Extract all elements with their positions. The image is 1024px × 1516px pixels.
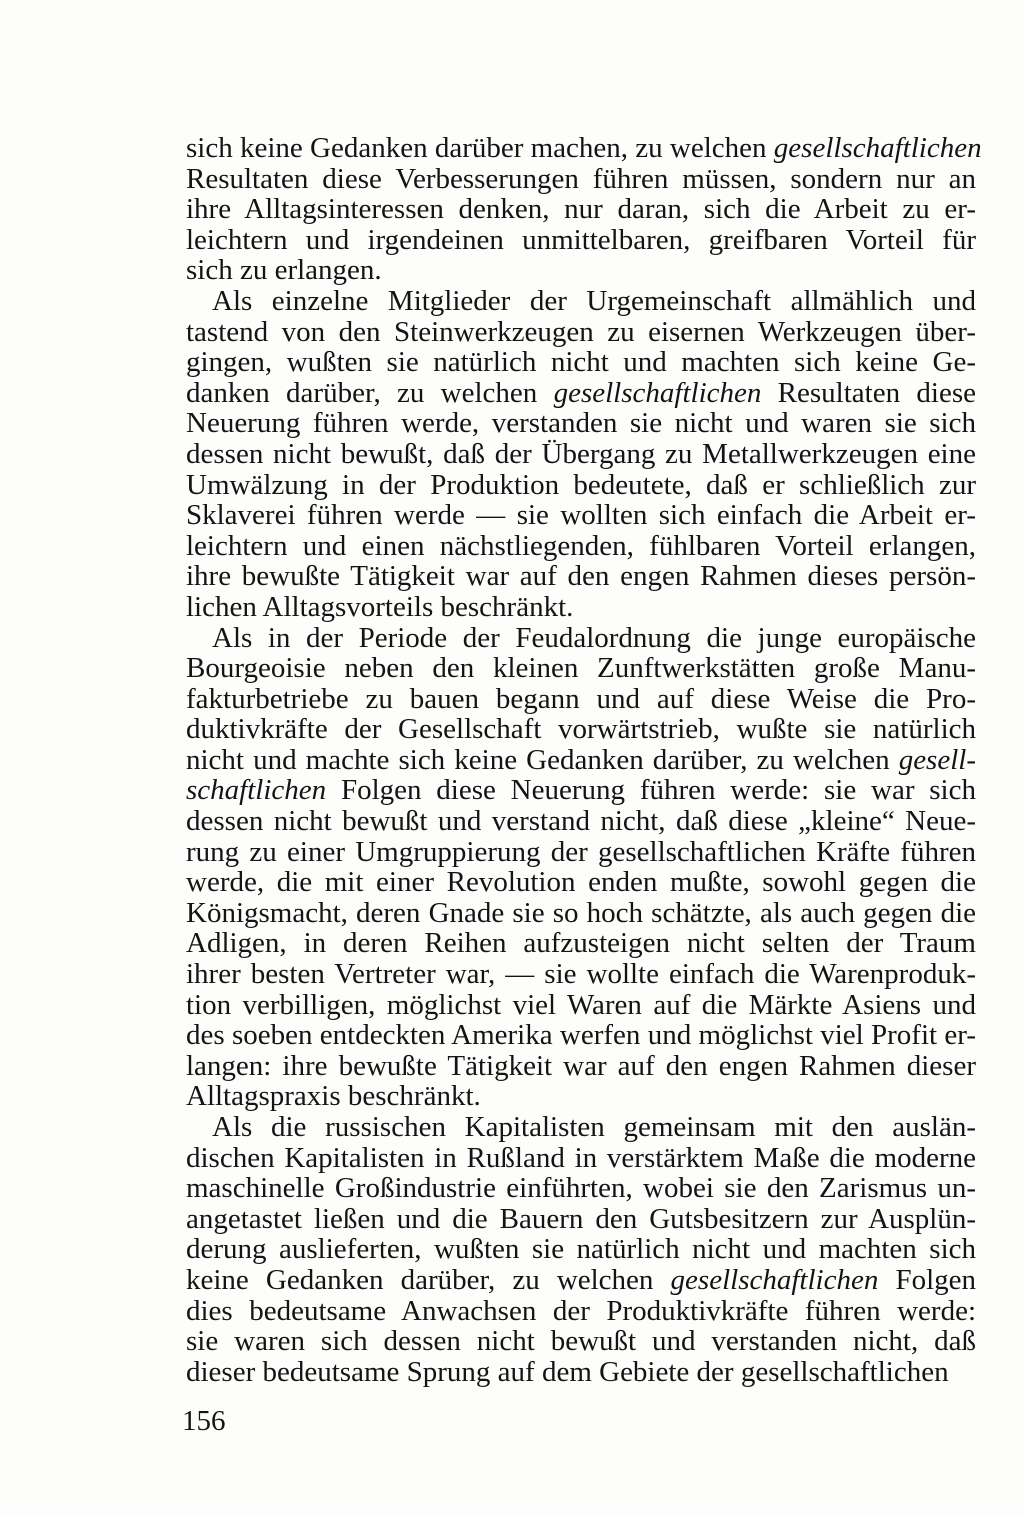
paragraph (186, 1112, 976, 1387)
text-line (186, 867, 976, 898)
line-text: Sklaverei führen werde — sie wollten sich einfach die Arbeit er- (186, 499, 976, 532)
text-line (186, 653, 976, 684)
line-text: lichen Alltagsvorteils beschränkt. (186, 590, 574, 623)
emphasized-word: gesell- (898, 743, 976, 776)
line-text: angetastet ließen und die Bauern den Gutsbesitzern zur Ausplün- (186, 1202, 976, 1235)
text-line (186, 745, 976, 776)
text-line (186, 378, 976, 409)
line-text: Als einzelne Mitglieder der Urgemeinschaft allmählich und (212, 284, 976, 317)
line-text: Folgen (878, 1263, 976, 1296)
text-line (186, 1357, 976, 1388)
line-text: Umwälzung in der Produktion bedeutete, daß er schließlich zur (186, 468, 976, 501)
text-line (186, 1020, 976, 1051)
line-text: Resultaten diese Verbesserungen führen müssen, sondern nur an (186, 162, 976, 195)
text-line (186, 347, 976, 378)
line-text: maschinelle Großindustrie einführten, wobei sie den Zarismus un- (186, 1172, 976, 1205)
line-text: tion verbilligen, möglichst viel Waren auf die Märkte Asiens und (186, 988, 976, 1021)
line-text: dischen Kapitalisten in Rußland in verstärktem Maße die moderne (186, 1141, 976, 1174)
text-line (186, 439, 976, 470)
text-line (186, 837, 976, 868)
text-line (186, 1265, 976, 1296)
line-text: Resultaten diese (761, 376, 976, 409)
text-line (186, 990, 976, 1021)
text-line (186, 1296, 976, 1327)
line-text: des soeben entdeckten Amerika werfen und möglichst viel Profit er- (186, 1019, 976, 1052)
text-line (186, 775, 976, 806)
text-line (186, 194, 976, 225)
text-line (186, 898, 976, 929)
line-text: gingen, wußten sie natürlich nicht und machten sich keine Ge- (186, 346, 976, 379)
line-text: Königsmacht, deren Gnade sie so hoch schätzte, als auch gegen die (186, 896, 976, 929)
text-line (186, 806, 976, 837)
text-line (186, 286, 976, 317)
body-text (186, 132, 982, 1388)
emphasized-word: gesellschaftlichen (553, 376, 762, 409)
text-line (186, 132, 982, 164)
text-line (186, 317, 976, 348)
line-text: dies bedeutsame Anwachsen der Produktivkräfte führen werde: (186, 1294, 976, 1327)
line-text: werde, die mit einer Revolution enden mußte, sowohl gegen die (186, 866, 976, 899)
line-text: Alltagspraxis beschränkt. (186, 1080, 481, 1113)
text-line (186, 470, 976, 501)
line-text: ihrer besten Vertreter war, — sie wollte einfach die Warenproduk- (186, 958, 976, 991)
line-text: nicht und machte sich keine Gedanken darüber, zu welchen (186, 743, 899, 776)
line-text: fakturbetriebe zu bauen begann und auf diese Weise die Pro- (186, 682, 976, 715)
paragraph (186, 623, 976, 1113)
line-text: duktivkräfte der Gesellschaft vorwärtstrieb, wußte sie natürlich (186, 713, 976, 746)
line-text: rung zu einer Umgruppierung der gesellschaftlichen Kräfte führen (186, 835, 976, 868)
text-line (186, 1112, 976, 1143)
line-text: derung auslieferten, wußten sie natürlich nicht und machten sich (186, 1233, 976, 1266)
line-text: ihre Alltagsinteressen denken, nur daran, sich die Arbeit zu er- (186, 193, 976, 226)
line-text: tastend von den Steinwerkzeugen zu eisernen Werkzeugen über- (186, 315, 976, 348)
line-text: leichtern und irgendeinen unmittelbaren, greifbaren Vorteil für (186, 223, 976, 256)
text-line (186, 255, 976, 286)
line-text: Folgen diese Neuerung führen werde: sie war sich (326, 774, 976, 807)
line-text: Adligen, in deren Reihen aufzusteigen nicht selten der Traum (186, 927, 976, 960)
text-line (186, 225, 976, 256)
text-line (186, 164, 976, 195)
text-line (186, 531, 976, 562)
text-line (186, 623, 976, 654)
text-line (186, 959, 976, 990)
text-line (186, 928, 976, 959)
text-line (186, 1204, 976, 1235)
text-line (186, 1051, 976, 1082)
line-text: langen: ihre bewußte Tätigkeit war auf den engen Rahmen dieser (186, 1049, 976, 1082)
text-line (186, 500, 976, 531)
line-text: dessen nicht bewußt, daß der Übergang zu Metallwerkzeugen eine (186, 437, 976, 470)
line-text: sich zu erlangen. (186, 254, 382, 287)
line-text: keine Gedanken darüber, zu welchen (186, 1263, 671, 1296)
line-text: ihre bewußte Tätigkeit war auf den engen Rahmen dieses persön- (186, 560, 976, 593)
text-line (186, 561, 976, 592)
line-text: dieser bedeutsame Sprung auf dem Gebiete der gesellschaftlichen (186, 1355, 949, 1388)
text-line (186, 1173, 976, 1204)
emphasized-word: gesellschaftlichen (773, 132, 982, 164)
text-line (186, 592, 976, 623)
text-line (186, 1326, 976, 1357)
line-text: dessen nicht bewußt und verstand nicht, daß diese „kleine“ Neue- (186, 805, 976, 838)
line-text: sie waren sich dessen nicht bewußt und verstanden nicht, daß (186, 1325, 976, 1358)
emphasized-word: gesellschaftlichen (670, 1263, 879, 1296)
emphasized-word: schaftlichen (186, 774, 327, 807)
line-text: Bourgeoisie neben den kleinen Zunftwerkstätten große Manu- (186, 652, 976, 685)
text-line (186, 1234, 976, 1265)
line-text: Neuerung führen werde, verstanden sie nicht und waren sie sich (186, 407, 976, 440)
text-line (186, 714, 976, 745)
page-number: 156 (182, 1405, 226, 1437)
line-text: Als die russischen Kapitalisten gemeinsam mit den auslän- (212, 1111, 976, 1143)
paragraph (186, 286, 976, 623)
line-text: sich keine Gedanken darüber machen, zu welchen (186, 132, 774, 164)
line-text: Als in der Periode der Feudalordnung die junge europäische (212, 621, 976, 654)
text-line (186, 408, 976, 439)
paragraph (186, 132, 982, 287)
text-line (186, 684, 976, 715)
line-text: leichtern und einen nächstliegenden, fühlbaren Vorteil erlangen, (186, 529, 976, 562)
line-text: danken darüber, zu welchen (186, 376, 554, 409)
text-line (186, 1081, 976, 1112)
text-line (186, 1143, 976, 1174)
